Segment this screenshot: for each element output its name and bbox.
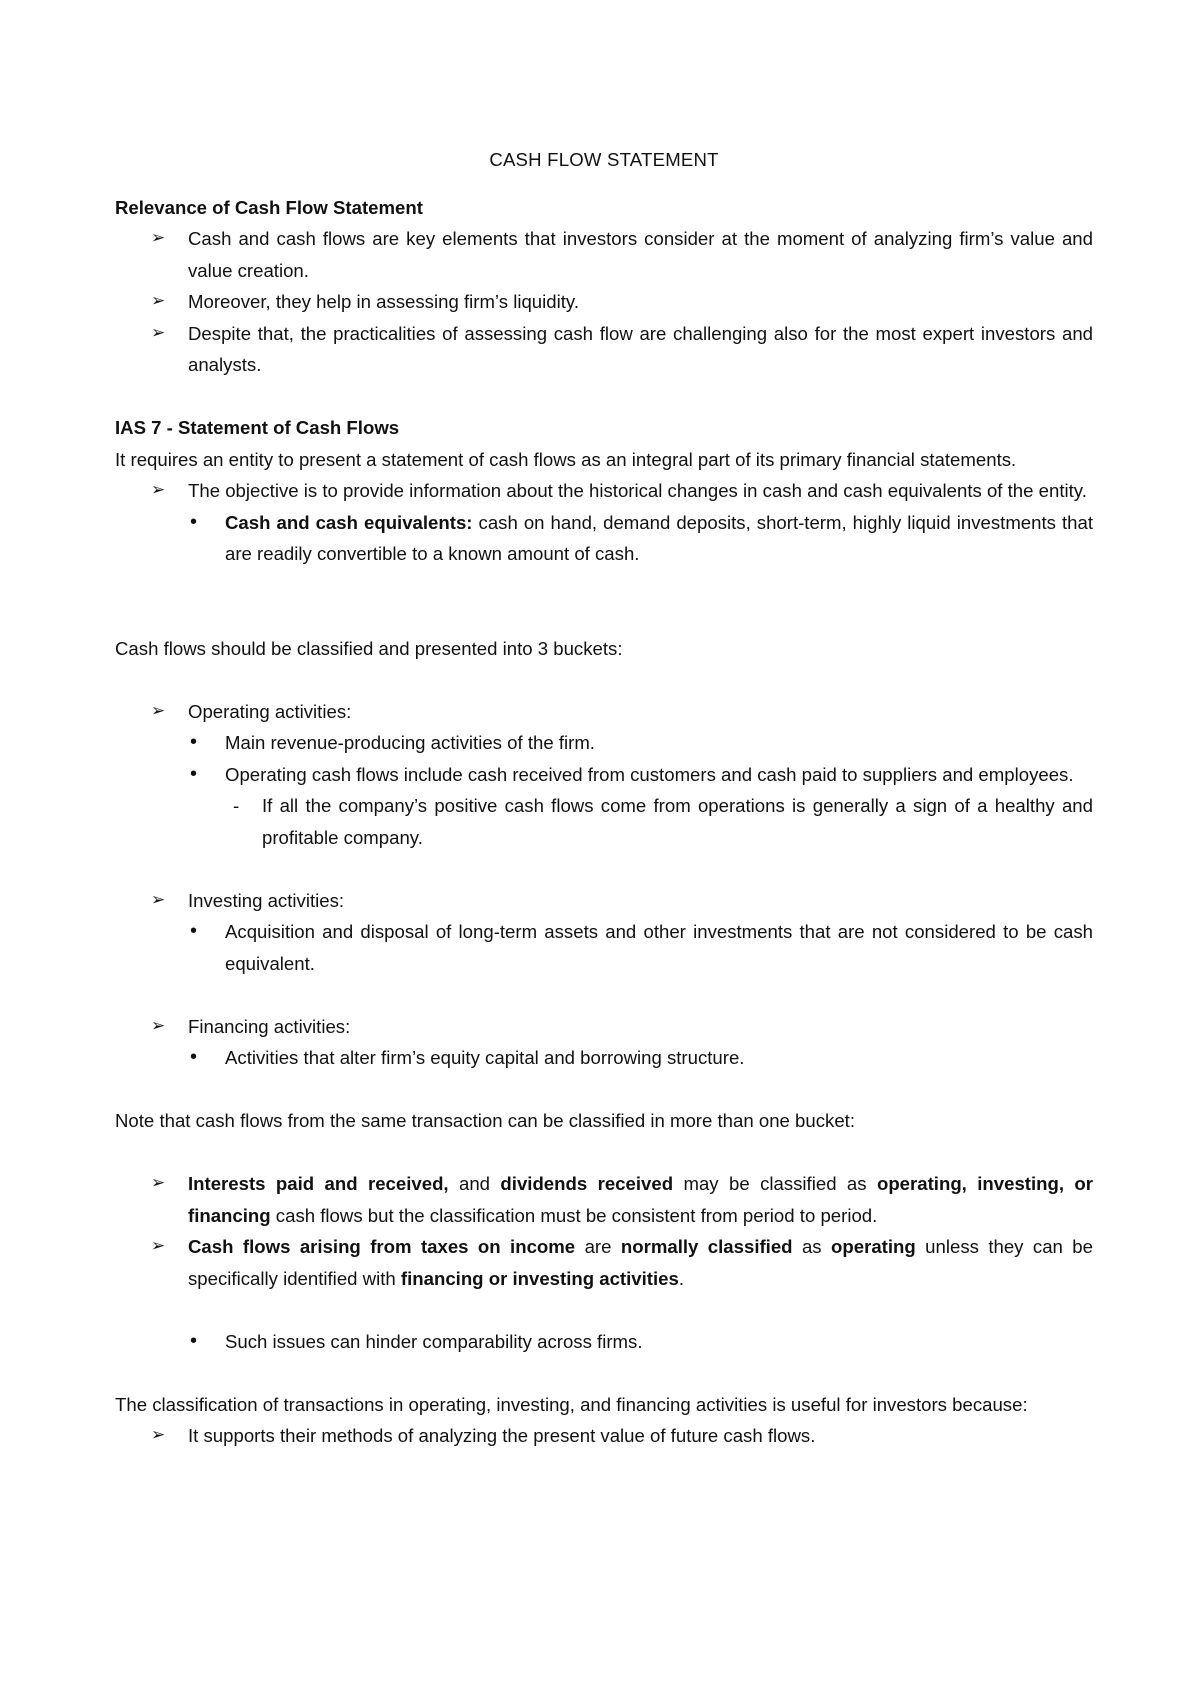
sub-list-item [115, 507, 1093, 570]
list-item-financing [115, 1011, 1093, 1043]
bold-text: financing or investing activities [400, 1267, 679, 1289]
bold-text: Cash flows arising from taxes on income [188, 1236, 576, 1257]
arrow-bullet-icon: ➢ [151, 480, 166, 500]
dot-bullet-icon: • [190, 731, 198, 753]
dot-bullet-icon: • [190, 1046, 198, 1068]
arrow-bullet-icon: ➢ [151, 889, 166, 910]
bold-text: operating, investing, or financing [188, 1173, 1094, 1226]
dot-bullet-icon: • [190, 1329, 198, 1352]
sub-list-item [115, 1326, 1093, 1358]
list-item-text: Investing activities: [188, 889, 345, 911]
list-item [115, 286, 1093, 318]
list-item-text: Despite that, the practicalities of assessing cash flow are challenging also for the most expert investors and analysts. [188, 322, 1093, 375]
dot-bullet-icon: • [190, 510, 198, 533]
list-item [115, 318, 1093, 381]
arrow-bullet-icon: ➢ [151, 1015, 166, 1036]
term-cash-equivalents: Cash and cash equivalents: [225, 511, 473, 533]
list-item-text: Main revenue-producing activities of the firm. [225, 732, 595, 753]
sub-list-item [115, 759, 1093, 791]
section-heading-ias7: IAS 7 - Statement of Cash Flows [115, 417, 400, 438]
text: and [448, 1173, 501, 1194]
list-item [115, 223, 1093, 286]
arrow-bullet-icon: ➢ [151, 322, 166, 343]
text: cash flows but the classification must be consistent from period to period. [270, 1204, 878, 1226]
dash-bullet-icon: - [233, 795, 240, 816]
dot-bullet-icon: • [190, 762, 198, 785]
bold-text: normally classified [620, 1236, 793, 1257]
term-definition: cash on hand, demand deposits, short-term, highly liquid investments that are readily convertible to a known amount of cash. [225, 511, 1093, 564]
list-item [115, 475, 1093, 507]
document-page [115, 130, 1093, 1452]
section-heading-relevance: Relevance of Cash Flow Statement [115, 196, 423, 218]
text: as [792, 1236, 832, 1257]
list-item-text: It supports their methods of analyzing the present value of future cash flows. [188, 1425, 816, 1446]
text: . [678, 1267, 685, 1289]
sub-list-item [115, 1042, 1093, 1074]
arrow-bullet-icon: ➢ [151, 1173, 166, 1193]
paragraph-note-intro: Note that cash flows from the same transaction can be classified in more than one bucket: [115, 1110, 856, 1131]
sub-list-item [115, 727, 1093, 759]
list-item [115, 1168, 1093, 1231]
list-item-text: Activities that alter firm’s equity capital and borrowing structure. [225, 1047, 745, 1068]
list-item-text: Acquisition and disposal of long-term assets and other investments that are not considered to be cash equivalent. [225, 921, 1093, 974]
arrow-bullet-icon: ➢ [151, 700, 166, 721]
list-item-text: Operating activities: [188, 700, 352, 722]
arrow-bullet-icon: ➢ [151, 1236, 166, 1256]
arrow-bullet-icon: ➢ [151, 291, 166, 311]
list-item-text: Moreover, they help in assessing firm’s liquidity. [188, 291, 579, 312]
list-item-text: If all the company’s positive cash flows come from operations is generally a sign of a healthy and profitable company. [262, 795, 1093, 848]
list-item-text: Such issues can hinder comparability across firms. [225, 1330, 643, 1352]
list-item [115, 1420, 1093, 1452]
bold-text: operating [831, 1236, 916, 1257]
document-title: CASH FLOW STATEMENT [489, 149, 719, 170]
list-item-text: Operating cash flows include cash received from customers and cash paid to suppliers and employees. [225, 763, 1074, 785]
list-item-text: Cash and cash flows are key elements that investors consider at the moment of analyzing firm’s value and value creation. [188, 228, 1093, 281]
list-item-text: Financing activities: [188, 1015, 351, 1037]
bold-text: dividends received [500, 1173, 674, 1194]
list-item-operating [115, 696, 1093, 728]
paragraph-closing-intro: The classification of transactions in operating, investing, and financing activities is useful for investors because: [115, 1393, 1028, 1415]
dot-bullet-icon: • [190, 920, 198, 942]
arrow-bullet-icon: ➢ [151, 228, 166, 248]
list-item-investing [115, 885, 1093, 917]
bold-text: Interests paid and received, [188, 1173, 449, 1194]
list-item-text: The objective is to provide information about the historical changes in cash and cash equivalents of the entity. [188, 480, 1087, 501]
sub-list-item [115, 916, 1093, 979]
list-item [115, 1231, 1093, 1294]
sub-sub-list-item [115, 790, 1093, 853]
arrow-bullet-icon: ➢ [151, 1425, 166, 1445]
paragraph-ias7-intro: It requires an entity to present a statement of cash flows as an integral part of its primary financial statements. [115, 448, 1017, 470]
text: are [575, 1236, 621, 1257]
paragraph-buckets-intro: Cash flows should be classified and presented into 3 buckets: [115, 637, 623, 659]
text: unless they can be specifically identified with [188, 1236, 1093, 1289]
text: may be classified as [673, 1173, 877, 1194]
